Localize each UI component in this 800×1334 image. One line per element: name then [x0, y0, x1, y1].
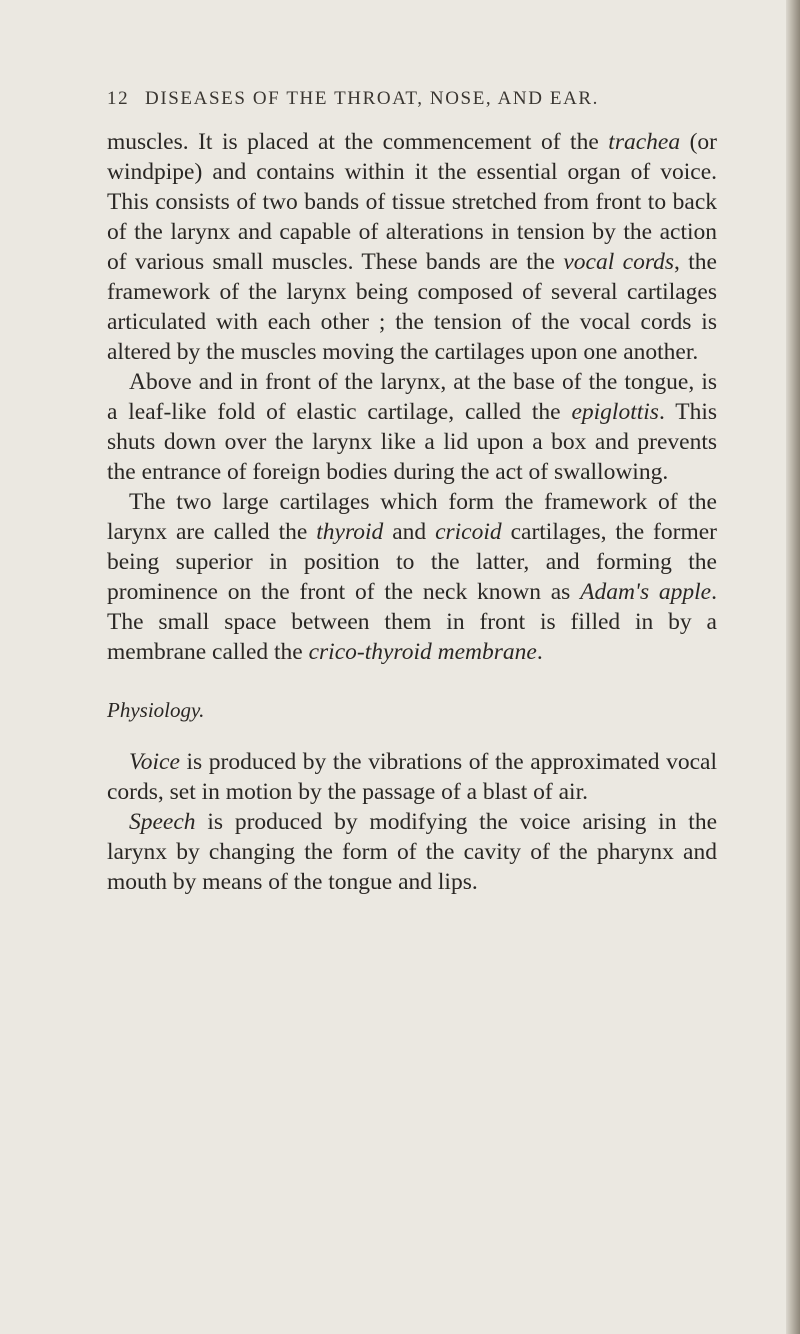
- text-run: cartilages, the former being superior in position to the latter, and forming the prominence on the front of the neck known as: [107, 519, 717, 605]
- paragraph-speech: [107, 807, 717, 897]
- term-adams-apple: Adam's apple: [580, 579, 712, 605]
- body-text: [107, 127, 717, 897]
- text-run: The two large cartilages which form the framework of the larynx are called the: [107, 489, 717, 545]
- term-trachea: trachea: [608, 129, 681, 155]
- text-run: , the framework of the larynx being composed of several cartilages articulated with each other ; the tension of the vocal cords is altered by the muscles moving the cartilages upon one another.: [107, 249, 717, 365]
- text-run: . This shuts down over the larynx like a lid upon a box and prevents the entrance of foreign bodies during the act of swallowing.: [107, 399, 718, 485]
- paragraph-voice: [107, 747, 717, 807]
- term-thyroid: thyroid: [316, 519, 384, 545]
- text-run: and: [383, 519, 436, 545]
- running-header: [107, 88, 717, 110]
- term-cricoid: cricoid: [435, 519, 502, 545]
- term-voice: Voice: [129, 749, 180, 775]
- text-run: .: [536, 639, 543, 665]
- page-number: 12: [107, 88, 130, 109]
- term-vocal-cords: vocal cords: [563, 249, 674, 275]
- term-epiglottis: epiglottis: [571, 399, 659, 425]
- paragraph-larynx: [107, 127, 717, 367]
- text-run: muscles. It is placed at the commencement of the: [107, 129, 599, 155]
- paragraph-epiglottis: [107, 367, 717, 487]
- text-run: Above and in front of the larynx, at the base of the tongue, is a leaf-like fold of elastic cartilage, called the: [107, 369, 717, 425]
- term-speech: Speech: [129, 809, 196, 835]
- term-crico-thyroid-membrane: crico-thyroid membrane: [308, 639, 537, 665]
- text-run: is produced by the vibrations of the approximated vocal cords, set in motion by the passage of a blast of air.: [107, 749, 717, 805]
- text-run: . The small space between them in front is filled in by a membrane called the: [107, 579, 717, 665]
- paragraph-cartilages: [107, 487, 717, 667]
- text-run: is produced by modifying the voice arising in the larynx by changing the form of the cavity of the pharynx and mouth by means of the tongue and lips.: [107, 809, 717, 895]
- running-title: DISEASES OF THE THROAT, NOSE, AND EAR.: [145, 88, 600, 109]
- page-edge-shadow: [786, 0, 800, 1334]
- section-heading-physiology: Physiology.: [107, 698, 205, 722]
- text-run: (or windpipe) and contains within it the essential organ of voice. This consists of two bands of tissue stretched from front to back of the larynx and capable of alterations in tension by the action of various small muscles. These bands are the: [107, 129, 718, 275]
